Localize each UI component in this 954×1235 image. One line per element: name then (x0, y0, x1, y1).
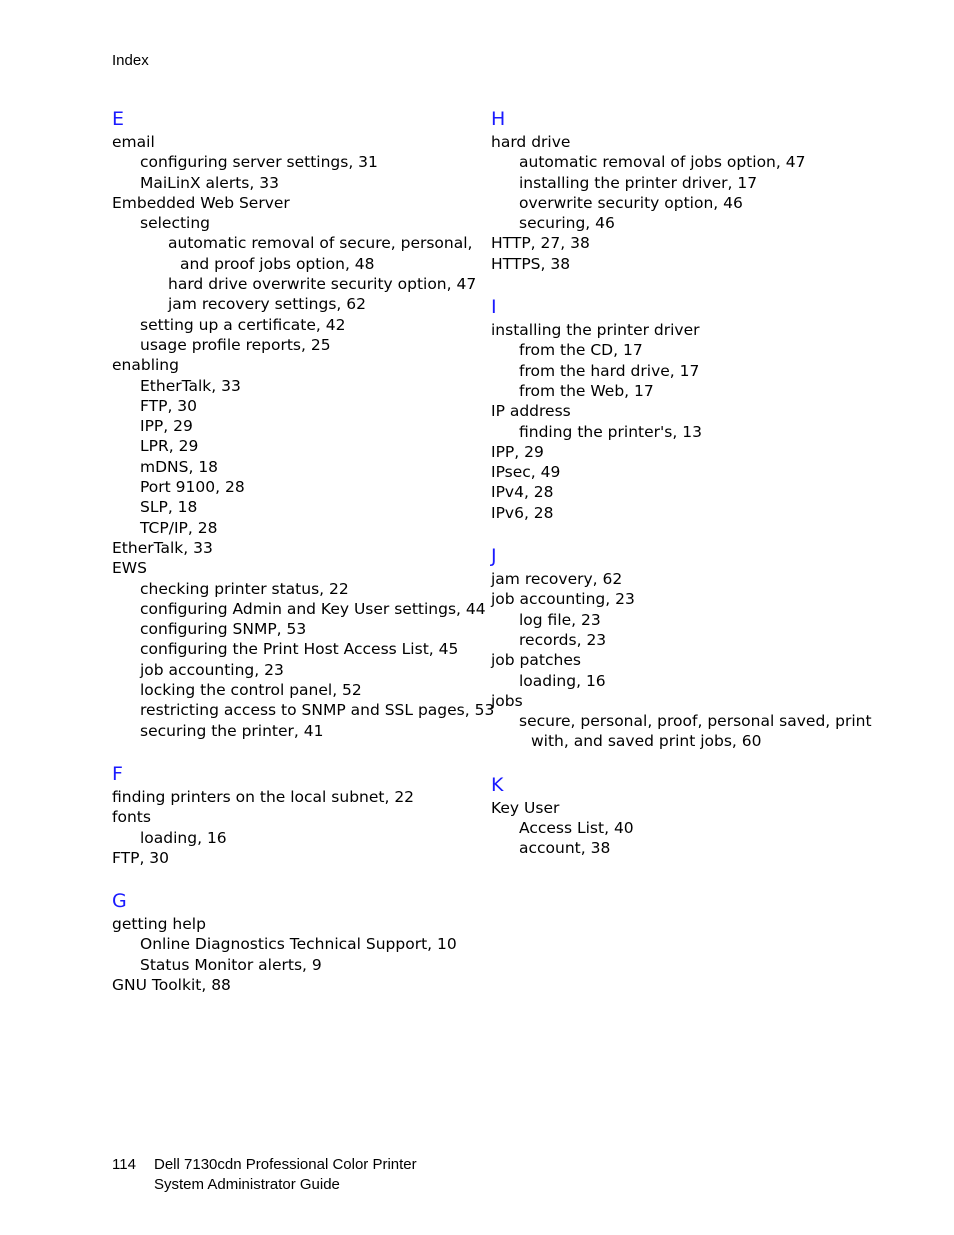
index-entry: email (112, 133, 155, 151)
index-subentry: loading, 16 (140, 828, 227, 847)
index-entry: IP address (491, 402, 571, 421)
index-section-k (491, 772, 871, 859)
index-subentry: LPR, 29 (140, 437, 199, 456)
index-entry: installing the printer driver (491, 321, 700, 340)
section-letter-heading: K (491, 773, 504, 796)
index-section-h (491, 106, 871, 274)
index-column-left (112, 106, 495, 995)
index-subentry: automatic removal of jobs option, 47 (519, 153, 806, 172)
index-entry: job accounting, 23 (491, 590, 635, 609)
index-entry: GNU Toolkit, 88 (112, 975, 231, 994)
footer-document-title (154, 1155, 417, 1194)
index-subentry: Access List, 40 (519, 819, 634, 838)
section-letter-heading: I (491, 296, 497, 319)
index-entry: enabling (112, 356, 179, 375)
index-subentry: log file, 23 (519, 610, 601, 629)
index-entry: FTP, 30 (112, 848, 170, 867)
section-letter-heading: J (491, 545, 497, 568)
index-subentry: from the hard drive, 17 (519, 361, 700, 380)
index-subentry: FTP, 30 (140, 396, 198, 415)
index-entry: EtherTalk, 33 (112, 538, 213, 557)
index-subentry: TCP/IP, 28 (140, 518, 218, 537)
section-spacer (112, 868, 492, 888)
index-subentry: from the CD, 17 (519, 341, 643, 360)
index-subentry: automatic removal of secure, personal, (168, 234, 473, 253)
index-subentry: configuring the Print Host Access List, 45 (140, 640, 459, 659)
running-head: Index (112, 52, 149, 69)
index-section-g (112, 888, 492, 995)
index-subentry: job accounting, 23 (140, 660, 284, 679)
index-entry: EWS (112, 559, 147, 578)
index-entry: IPsec, 49 (491, 463, 561, 482)
index-subentry: SLP, 18 (140, 498, 198, 517)
index-subentry: Status Monitor alerts, 9 (140, 955, 322, 974)
index-entry: Embedded Web Server (112, 193, 290, 212)
index-section-e (112, 106, 495, 741)
index-entry: fonts (112, 808, 151, 827)
index-section-f (112, 761, 492, 868)
index-subentry: MaiLinX alerts, 33 (140, 173, 279, 192)
index-subentry: loading, 16 (519, 671, 606, 690)
index-subentry: overwrite security option, 46 (519, 193, 743, 212)
index-subentry: usage profile reports, 25 (140, 335, 331, 354)
footer-title-line-2: System Administrator Guide (154, 1175, 340, 1193)
index-subentry: installing the printer driver, 17 (519, 173, 758, 192)
section-letter-heading: G (112, 890, 127, 913)
index-entry: IPv4, 28 (491, 483, 554, 502)
index-column-right (491, 106, 871, 859)
index-subentry: configuring server settings, 31 (140, 153, 378, 172)
index-subentry: locking the control panel, 52 (140, 681, 362, 700)
index-entry: hard drive (491, 133, 571, 151)
index-entry: IPv6, 28 (491, 503, 554, 522)
section-letter-heading: F (112, 762, 123, 785)
section-spacer (112, 741, 492, 761)
index-subentry: securing the printer, 41 (140, 721, 324, 740)
section-spacer (491, 523, 871, 543)
index-subentry: hard drive overwrite security option, 47 (168, 275, 477, 294)
index-entry: jam recovery, 62 (491, 570, 623, 589)
index-subentry: configuring Admin and Key User settings, 44 (140, 599, 486, 618)
index-subentry: Online Diagnostics Technical Support, 10 (140, 935, 457, 954)
index-entry: job patches (491, 651, 581, 670)
section-spacer (491, 752, 871, 772)
index-subentry: selecting (140, 214, 211, 233)
index-subentry: mDNS, 18 (140, 457, 219, 476)
index-subentry: and proof jobs option, 48 (180, 254, 375, 273)
index-entry: HTTPS, 38 (491, 254, 571, 273)
index-subentry: from the Web, 17 (519, 381, 654, 400)
index-subentry: records, 23 (519, 630, 607, 649)
index-section-i (491, 294, 871, 523)
page-number: 114 (112, 1156, 136, 1173)
index-subentry: EtherTalk, 33 (140, 376, 241, 395)
index-subentry: secure, personal, proof, personal saved, print (519, 712, 872, 731)
index-subentry: setting up a certificate, 42 (140, 315, 346, 334)
index-section-j (491, 543, 871, 752)
index-subentry: configuring SNMP, 53 (140, 620, 307, 639)
footer-title-line-1: Dell 7130cdn Professional Color Printer (154, 1156, 417, 1173)
index-subentry: with, and saved print jobs, 60 (531, 732, 762, 751)
index-entry: HTTP, 27, 38 (491, 234, 590, 253)
index-subentry: Port 9100, 28 (140, 478, 245, 497)
index-entry: jobs (491, 691, 523, 710)
index-subentry: jam recovery settings, 62 (168, 295, 366, 314)
index-subentry: IPP, 29 (140, 417, 193, 436)
section-letter-heading: H (491, 108, 506, 130)
index-entry: getting help (112, 915, 206, 934)
section-letter-heading: E (112, 108, 125, 130)
index-subentry: securing, 46 (519, 214, 615, 233)
index-subentry: account, 38 (519, 839, 611, 858)
index-entry: Key User (491, 798, 560, 817)
section-spacer (491, 274, 871, 294)
index-subentry: restricting access to SNMP and SSL pages, 53 (140, 701, 495, 720)
index-entry: finding printers on the local subnet, 22 (112, 787, 415, 806)
index-subentry: checking printer status, 22 (140, 579, 349, 598)
index-entry: IPP, 29 (491, 442, 544, 461)
index-subentry: finding the printer's, 13 (519, 422, 702, 441)
